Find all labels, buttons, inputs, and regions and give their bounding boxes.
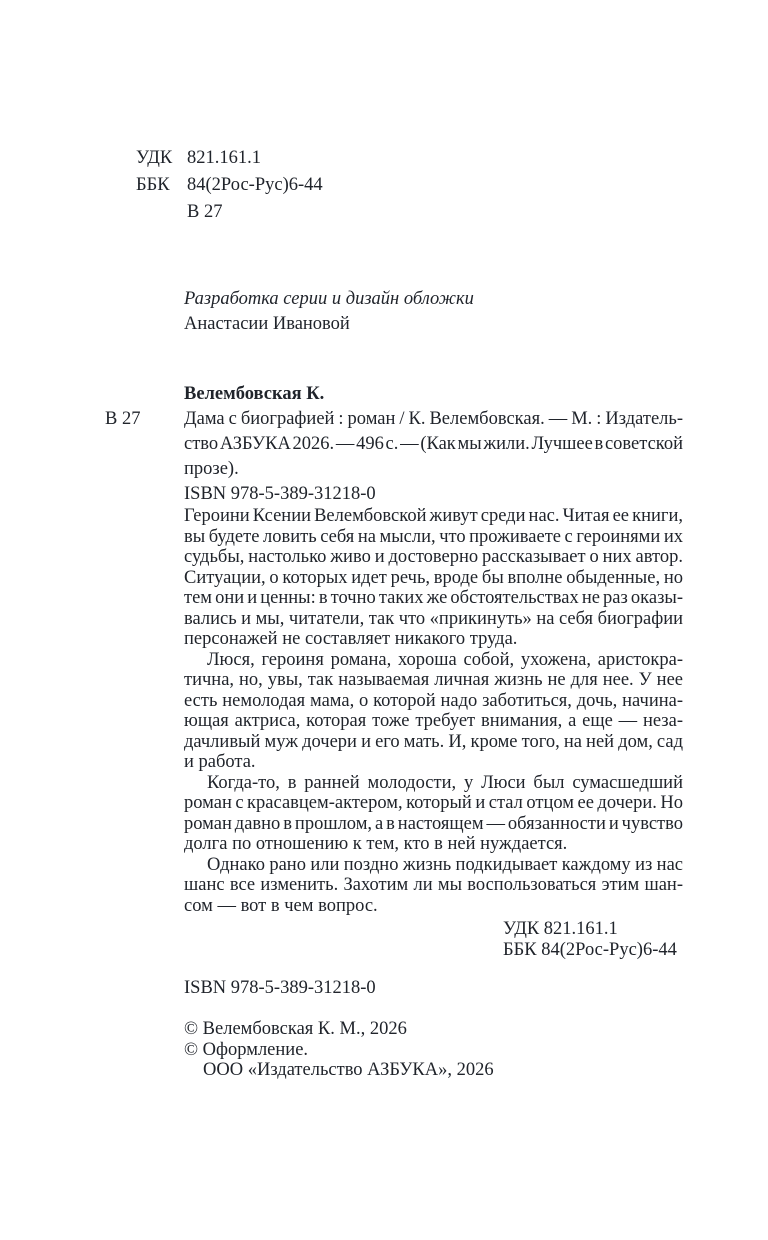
catalog-author: Велембовская К. <box>184 384 325 404</box>
annotation-p1-line3: судьбы, настолько живо и достоверно рассказывает о них автор. <box>184 547 683 567</box>
annotation-p3-line1: Когда-то, в ранней молодости, у Люси был сумасшедший <box>207 772 683 793</box>
annotation-p1-line2: вы будете ловить себя на мысли, что проживаете с героинями их <box>184 526 683 547</box>
annotation-p4-line1: Однако рано или поздно жизнь подкидывает каждому из нас <box>207 854 683 875</box>
bbk-label: ББК <box>136 175 170 195</box>
annotation-p1-line7: персонажей не составляет никакого труда. <box>184 629 518 649</box>
catalog-card <box>105 382 683 507</box>
bbk-row <box>136 172 323 199</box>
annotation-p1-line6: вались и мы, читатели, так что «прикинуть» на себя биографии <box>184 608 683 629</box>
credit-name-line: Анастасии Ивановой <box>184 314 350 334</box>
bbk-line-bottom: ББК 84(2Рос-Рус)6-44 <box>503 939 677 960</box>
annotation-p3-line2: роман с красавцем-актером, который и стал отцом ее дочери. Но <box>184 793 683 813</box>
copyright-block <box>184 1019 494 1081</box>
annotation-p2-line5: дачливый муж дочери и его мать. И, кроме того, на ней дом, сад <box>184 731 683 752</box>
catalog-code: В 27 <box>105 409 141 429</box>
catalog-entry <box>105 407 683 482</box>
author-sign-row <box>136 199 323 226</box>
bbk-value: 84(2Рос-Рус)6-44 <box>187 175 323 195</box>
annotation-p1-line1: Героини Ксении Велембовской живут среди нас. Читая ее книги, <box>184 506 683 526</box>
annotation-p2-line1: Люся, героиня романа, хороша собой, ухожена, аристокра- <box>207 649 683 670</box>
isbn-bottom: ISBN 978-5-389-31218-0 <box>184 978 376 998</box>
copyright-design-line: © Оформление. <box>184 1039 309 1060</box>
udk-line-bottom: УДК 821.161.1 <box>503 919 618 939</box>
classification-codes-top <box>136 145 323 226</box>
classification-codes-bottom <box>503 919 677 960</box>
catalog-entry-line-3: прозе). <box>184 459 239 479</box>
series-design-credit <box>184 287 474 337</box>
udk-row <box>136 145 323 172</box>
copyright-author-line: © Велембовская К. М., 2026 <box>184 1019 407 1039</box>
catalog-entry-lines <box>184 407 683 482</box>
udk-label: УДК <box>136 148 173 168</box>
credit-role-line: Разработка серии и дизайн обложки <box>184 289 474 309</box>
annotation-p4-line2: шанс все изменить. Захотим ли мы воспользоваться этим шан- <box>184 875 683 895</box>
copyright-publisher-line: ООО «Издательство АЗБУКА», 2026 <box>203 1060 494 1080</box>
annotation-p3-line4: долга по отношению к тем, кто в ней нуждается. <box>184 834 568 854</box>
author-sign-value: В 27 <box>187 202 223 222</box>
annotation-p2-line4: ющая актриса, которая тоже требует внимания, а еще — неза- <box>184 711 683 731</box>
annotation-p2-line6: и работа. <box>184 752 256 772</box>
catalog-isbn: ISBN 978-5-389-31218-0 <box>184 484 376 504</box>
annotation-p2-line2: тична, но, увы, так называемая личная жизнь не для нее. У нее <box>184 670 683 690</box>
annotation-p3-line3: роман давно в прошлом, а в настоящем — обязанности и чувство <box>184 813 683 834</box>
annotation <box>184 506 683 916</box>
catalog-entry-line-2: ство АЗБУКА 2026. — 496 с. — (Как мы жили. Лучшее в советской <box>184 434 683 454</box>
annotation-p1-line4: Ситуации, о которых идет речь, вроде бы вполне обыденные, но <box>184 567 683 588</box>
annotation-p2-line3: есть немолодая мама, о которой надо заботиться, дочь, начина- <box>184 690 683 711</box>
catalog-entry-line-1: Дама с биографией : роман / К. Велембовская. — М. : Издатель- <box>184 409 683 429</box>
udk-value: 821.161.1 <box>187 148 261 168</box>
annotation-p4-line3: сом — вот в чем вопрос. <box>184 895 378 916</box>
annotation-p1-line5: тем они и ценны: в точно таких же обстоятельствах не раз оказы- <box>184 588 683 608</box>
